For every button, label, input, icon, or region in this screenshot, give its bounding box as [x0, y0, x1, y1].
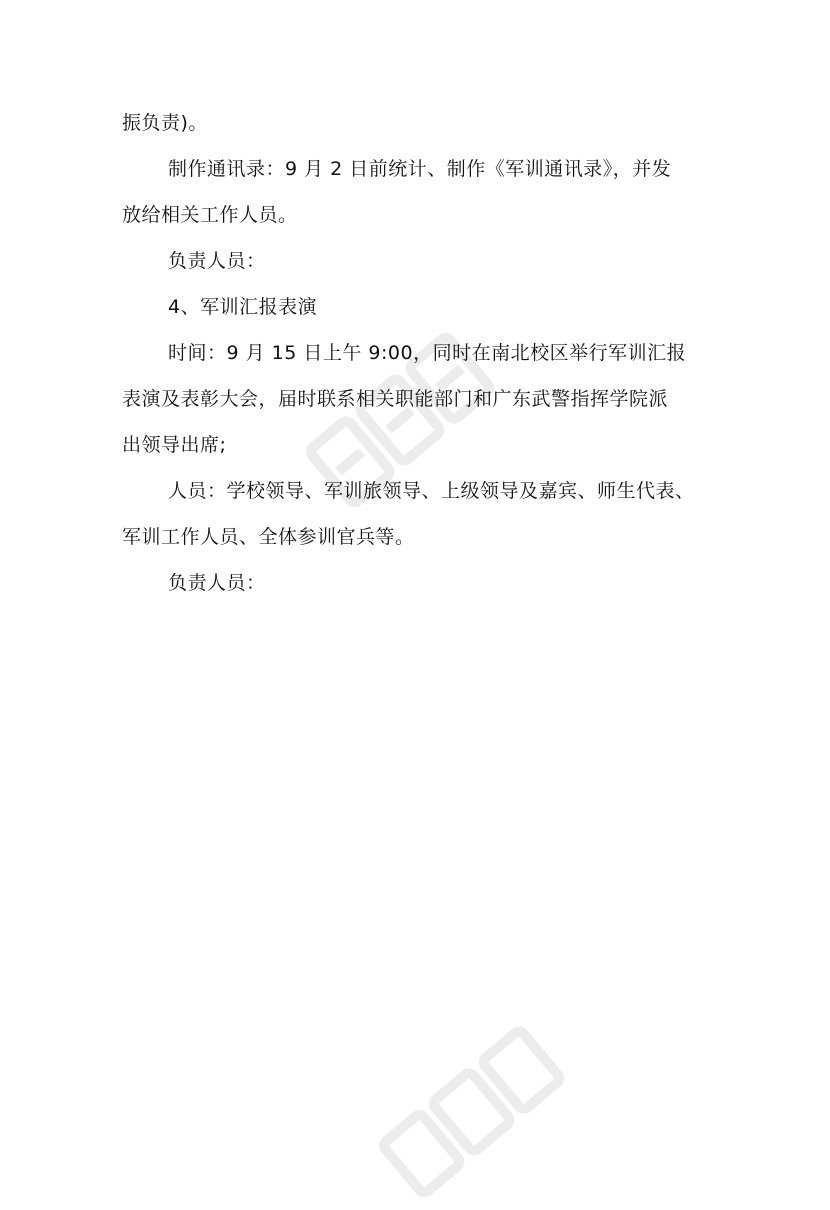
text-line: 振负责)。 [122, 112, 208, 134]
text-line: 表演及表彰大会，届时联系相关职能部门和广东武警指挥学院派 [122, 388, 669, 410]
text-line: 负责人员： [168, 250, 266, 272]
text-line: 时间：9 月 15 日上午 9:00，同时在南北校区举行军训汇报 [168, 342, 687, 364]
text-line: 负责人员： [168, 572, 266, 594]
text-line: 军训工作人员、全体参训官兵等。 [122, 526, 415, 548]
document-body [122, 100, 722, 606]
text-line: 放给相关工作人员。 [122, 204, 298, 226]
text-line: 出领导出席; [122, 434, 227, 456]
text-line: 制作通讯录：9 月 2 日前统计、制作《军训通讯录》，并发 [168, 158, 672, 180]
watermark-icon [350, 1010, 590, 1210]
section-heading: 4、军训汇报表演 [168, 296, 318, 318]
text-line: 人员：学校领导、军训旅领导、上级领导及嘉宾、师生代表、 [168, 480, 695, 502]
